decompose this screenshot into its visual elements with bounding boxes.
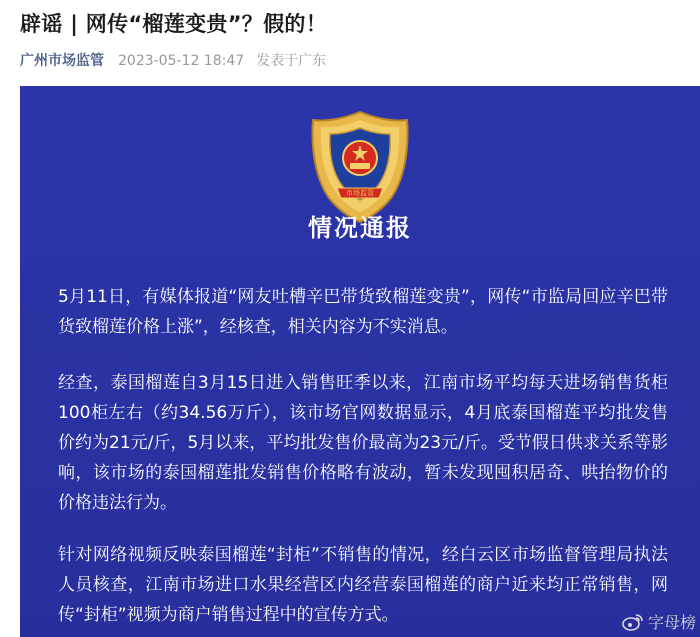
notice-image bbox=[20, 86, 700, 637]
notice-title: 情况通报 bbox=[308, 214, 412, 242]
publish-time: 2023-05-12 18:47 bbox=[118, 53, 245, 69]
notice-paragraph-3: 针对网络视频反映泰国榴莲“封柜”不销售的情况，经白云区市场监督管理局执法人员核查，江南市场进口水果经营区内经营泰国榴莲的商户近来均正常销售，网传“封柜”视频为商户销售过程中的宣传方式。 bbox=[58, 545, 668, 625]
watermark-text: 字母榜 bbox=[647, 613, 696, 632]
notice-paragraph-1: 5月11日，有媒体报道“网友吐槽辛巴带货致榴莲变贵”，网传“市监局回应辛巴带货致榴莲价格上涨”，经核查，相关内容为不实消息。 bbox=[58, 287, 668, 337]
weibo-icon bbox=[622, 613, 644, 631]
emblem-text: 市场监管 bbox=[346, 189, 374, 197]
article-header bbox=[0, 0, 700, 86]
article-title: 辟谣 | 网传“榴莲变贵”？假的！ bbox=[20, 12, 327, 36]
author-link[interactable]: 广州市场监管 bbox=[20, 53, 104, 69]
notice-paragraph-2: 经查，泰国榴莲自3月15日进入销售旺季以来，江南市场平均每天进场销售货柜100柜左右（约34.56万斤），该市场官网数据显示，4月底泰国榴莲平均批发售价约为21元/斤，5月以来，平均批发售价最高为23元/斤。受节假日供求关系等影响，该市场的泰国榴莲批发销售价格略有波动，暂未发现囤积居奇、哄抬物价的价格违法行为。 bbox=[58, 373, 668, 513]
watermark bbox=[622, 610, 696, 633]
article-meta bbox=[20, 50, 326, 70]
publish-location: 发表于广东 bbox=[256, 53, 327, 69]
